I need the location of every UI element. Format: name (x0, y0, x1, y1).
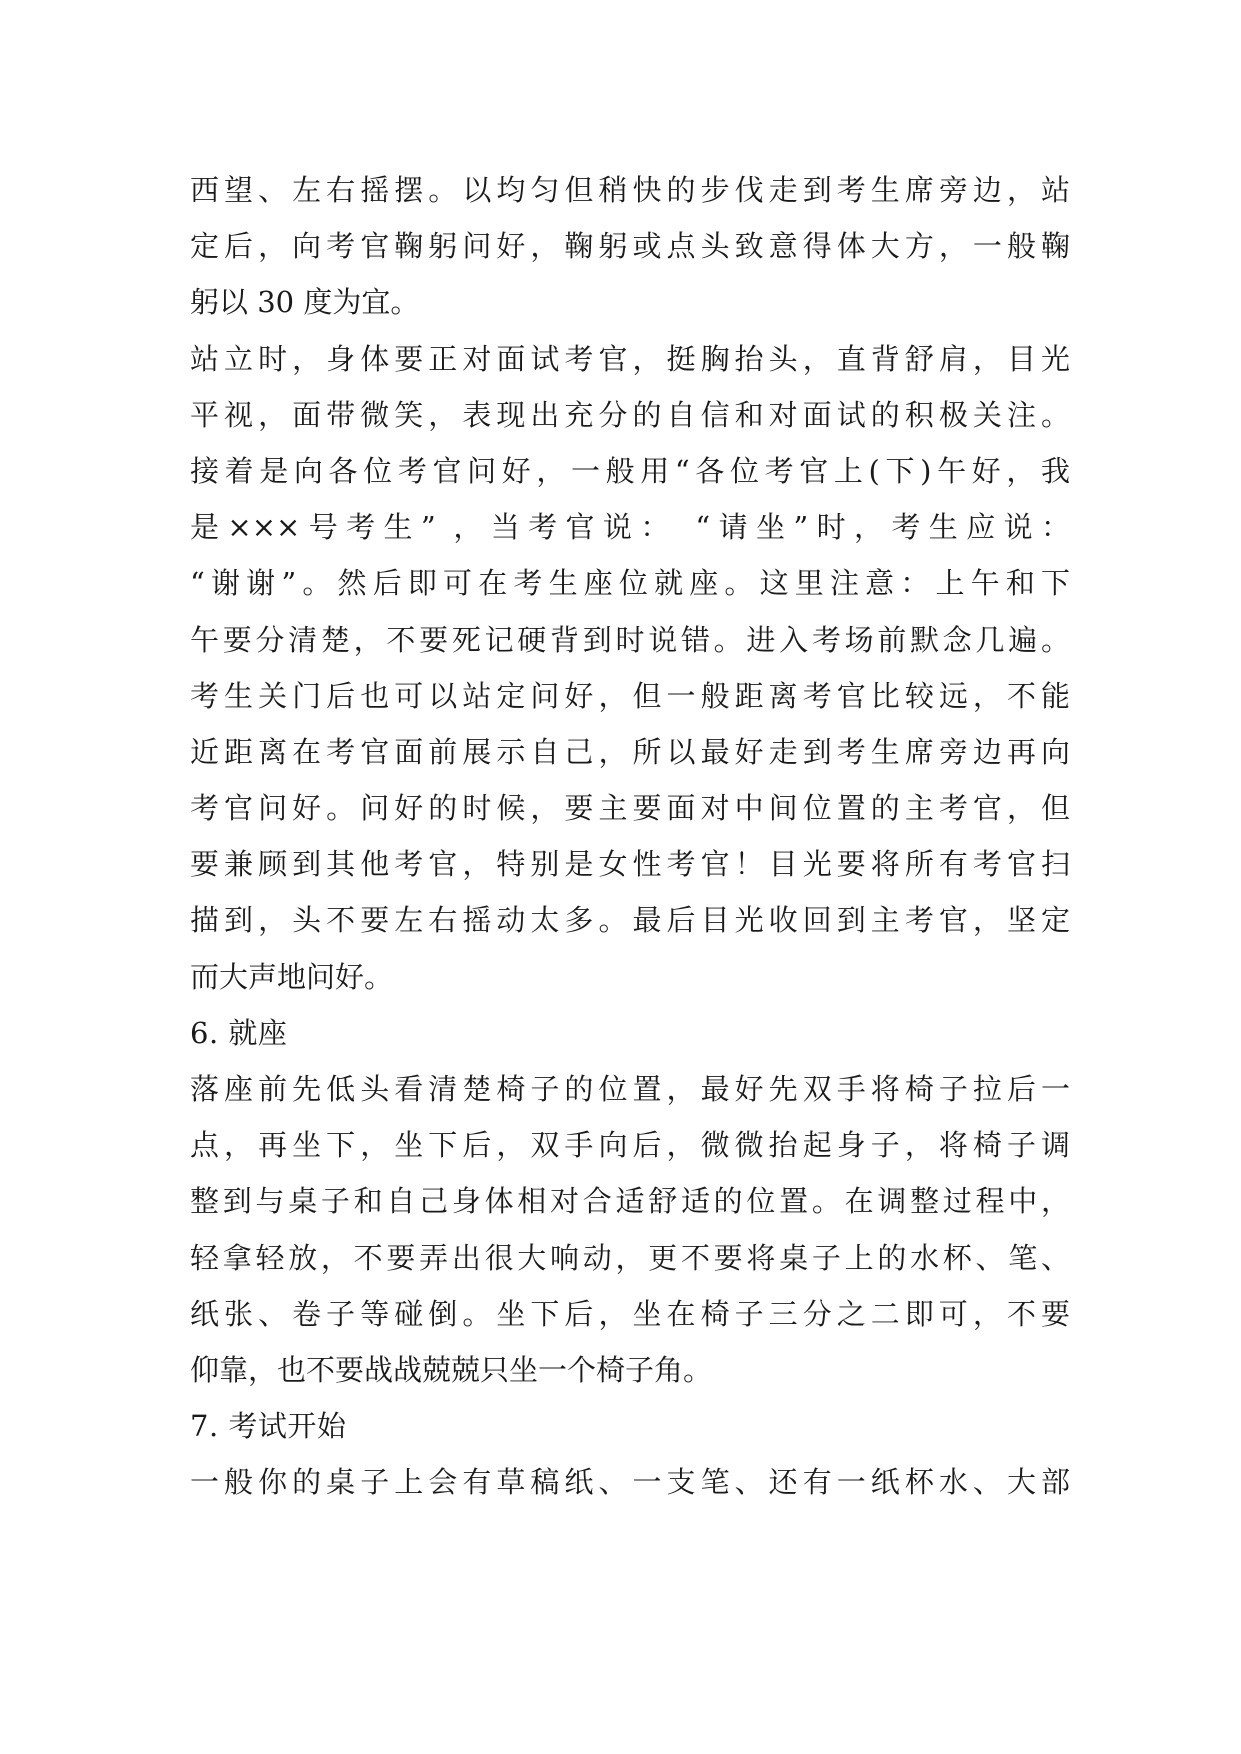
text-line: 要兼顾到其他考官，特别是女性考官！目光要将所有考官扫 (190, 847, 1070, 882)
section-heading: 7. 考试开始 (190, 1409, 347, 1444)
text-line: 描到，头不要左右摇动太多。最后目光收回到主考官，坚定 (190, 903, 1070, 938)
text-line: 站立时，身体要正对面试考官，挺胸抬头，直背舒肩，目光 (190, 341, 1070, 376)
text-line: 仰靠，也不要战战兢兢只坐一个椅子角。 (190, 1352, 713, 1387)
section-heading: 6. 就座 (190, 1015, 288, 1050)
text-line: 轻拿轻放，不要弄出很大响动，更不要将桌子上的水杯、笔、 (190, 1240, 1070, 1275)
text-line: 考生关门后也可以站定问好，但一般距离考官比较远，不能 (190, 678, 1070, 713)
text-line: 定后，向考官鞠躬问好，鞠躬或点头致意得体大方，一般鞠 (190, 229, 1070, 264)
text-line: 整到与桌子和自己身体相对合适舒适的位置。在调整过程中， (190, 1184, 1070, 1219)
text-line: 而大声地问好。 (190, 959, 394, 994)
text-line: 午要分清楚，不要死记硬背到时说错。进入考场前默念几遍。 (190, 622, 1070, 657)
text-line: 考官问好。问好的时候，要主要面对中间位置的主考官，但 (190, 791, 1070, 826)
text-line: 近距离在考官面前展示自己，所以最好走到考生席旁边再向 (190, 734, 1070, 769)
text-line: 躬以 30 度为宜。 (190, 285, 420, 320)
text-line: 落座前先低头看清楚椅子的位置，最好先双手将椅子拉后一 (190, 1072, 1070, 1106)
text-line: 平视，面带微笑，表现出充分的自信和对面试的积极关注。 (190, 397, 1070, 432)
text-line: 一般你的桌子上会有草稿纸、一支笔、还有一纸杯水、大部 (190, 1465, 1070, 1500)
document-body (190, 162, 1070, 1511)
text-line: 点，再坐下，坐下后，双手向后，微微抬起身子，将椅子调 (190, 1128, 1070, 1163)
text-line: “谢谢”。然后即可在考生座位就座。这里注意：上午和下 (190, 566, 1070, 601)
text-line: 是×××号考生” ，当考官说： “请坐”时，考生应说： (190, 510, 1070, 545)
text-line: 纸张、卷子等碰倒。坐下后，坐在椅子三分之二即可，不要 (190, 1296, 1070, 1331)
text-line: 接着是向各位考官问好，一般用“各位考官上(下)午好，我 (190, 453, 1070, 488)
text-line: 西望、左右摇摆。以均匀但稍快的步伐走到考生席旁边，站 (190, 173, 1070, 207)
